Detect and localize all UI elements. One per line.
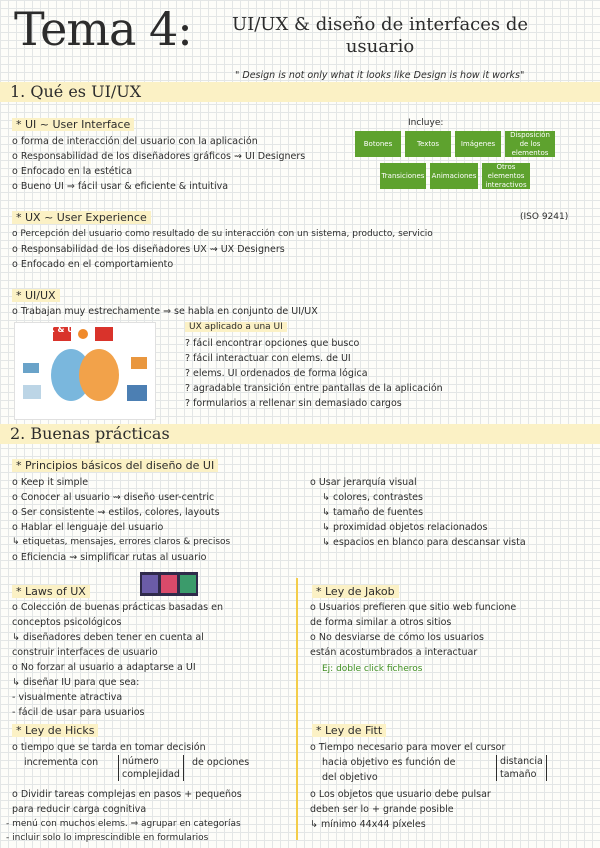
laws-item-4: construir interfaces de usuario <box>12 647 158 658</box>
laws-item-6: ↳ diseñar IU para que sea: <box>12 677 140 688</box>
fitt-brace-size: tamaño <box>500 769 537 780</box>
hicks-line-3: o Dividir tareas complejas en pasos + pequeños <box>12 789 242 800</box>
hicks-line-1: o tiempo que se tarda en tomar decisión <box>12 742 206 753</box>
ui-box-layout: Disposición de los elementos <box>505 131 555 157</box>
column-divider <box>296 578 298 840</box>
section-1-title: 1. Qué es UI/UX <box>10 82 142 101</box>
ui-item-2: o Responsabilidad de los diseñadores gráficos ⇝ UI Designers <box>12 151 306 162</box>
laws-item-2: conceptos psicológicos <box>12 617 122 628</box>
ui-item-3: o Enfocado en la estética <box>12 166 133 177</box>
ux-iso: (ISO 9241) <box>520 212 569 222</box>
ui-box-animations: Animaciones <box>430 163 478 189</box>
laws-item-3: ↳ diseñadores deben tener en cuenta al <box>12 632 204 643</box>
fitt-brace-distance: distancia <box>500 756 543 767</box>
uiux-question-1: ? fácil encontrar opciones que busco <box>185 338 360 349</box>
ui-box-images: Imágenes <box>455 131 501 157</box>
principles-right-4: ↳ proximidad objetos relacionados <box>322 522 488 533</box>
jakob-item-3: o No desviarse de cómo los usuarios <box>310 632 484 643</box>
fitt-line-2a: hacia objetivo es función de <box>322 757 456 768</box>
jakob-example: Ej: doble click ficheros <box>322 664 423 674</box>
hicks-line-6: - incluir solo lo imprescindible en formularios <box>6 833 209 843</box>
uiux-question-2: ? fácil interactuar con elems. de UI <box>185 353 351 364</box>
fitt-line-3: del objetivo <box>322 772 378 783</box>
jakob-item-1: o Usuarios prefieren que sitio web funcione <box>310 602 517 613</box>
principles-right-5: ↳ espacios en blanco para descansar vista <box>322 537 526 548</box>
principles-right-2: ↳ colores, contrastes <box>322 492 423 503</box>
principles-left-5: ↳ etiquetas, mensajes, errores claros & precisos <box>12 537 231 547</box>
principles-right-3: ↳ tamaño de fuentes <box>322 507 424 518</box>
fitt-brace <box>496 755 547 781</box>
uiux-question-3: ? elems. UI ordenados de forma lógica <box>185 368 368 379</box>
hicks-brace-number: número <box>122 756 159 767</box>
principles-left-1: o Keep it simple <box>12 477 89 488</box>
hicks-line-4: para reducir carga cognitiva <box>12 804 147 815</box>
jakob-heading: * Ley de Jakob <box>312 585 399 598</box>
principles-left-2: o Conocer al usuario ⇝ diseño user-centric <box>12 492 215 503</box>
uiux-heading: * UI/UX <box>12 289 60 302</box>
principles-left-3: o Ser consistente ⇝ estilos, colores, layouts <box>12 507 220 518</box>
ui-box-interactive: Otros elementos interactivos <box>482 163 530 189</box>
ui-box-buttons: Botones <box>355 131 401 157</box>
laws-item-1: o Colección de buenas prácticas basadas en <box>12 602 223 613</box>
laws-item-8: - fácil de usar para usuarios <box>12 707 145 718</box>
principles-left-4: o Hablar el lenguaje del usuario <box>12 522 164 533</box>
uiux-question-4: ? agradable transición entre pantallas de la aplicación <box>185 383 443 394</box>
ux-item-2: o Responsabilidad de los diseñadores UX ⇝ UX Designers <box>12 244 285 255</box>
fitt-heading: * Ley de Fitt <box>312 724 386 737</box>
page-subtitle: UI/UX & diseño de interfaces de usuario <box>231 14 529 57</box>
principles-heading: * Principios básicos del diseño de UI <box>12 459 218 472</box>
ui-box-texts: Textos <box>405 131 451 157</box>
hicks-brace-complexity: complejidad <box>122 769 180 780</box>
ux-heading: * UX ~ User Experience <box>12 211 151 224</box>
fitt-line-1: o Tiempo necesario para mover el cursor <box>310 742 506 753</box>
hicks-line-2b: de opciones <box>192 757 250 768</box>
page-title: Tema 4: <box>14 2 192 56</box>
ui-heading: * UI ~ User Interface <box>12 118 134 131</box>
ux-ui-brain-illustration <box>14 322 156 420</box>
ui-item-1: o forma de interacción del usuario con la aplicación <box>12 136 258 147</box>
jakob-item-2: de forma similar a otros sitios <box>310 617 452 628</box>
principles-right-1: o Usar jerarquía visual <box>310 477 417 488</box>
ux-ui-image-label: UX & UI <box>42 325 77 334</box>
uiux-intro: o Trabajan muy estrechamente ⇒ se habla en conjunto de UI/UX <box>12 306 318 317</box>
uiux-question-5: ? formularios a rellenar sin demasiado cargos <box>185 398 402 409</box>
laws-of-ux-image <box>140 572 198 596</box>
laws-item-7: - visualmente atractiva <box>12 692 123 703</box>
section-2-title: 2. Buenas prácticas <box>10 424 170 443</box>
quote: " Design is not only what it looks like Design is how it works" <box>235 70 525 81</box>
ux-item-3: o Enfocado en el comportamiento <box>12 259 174 270</box>
jakob-item-4: están acostumbrados a interactuar <box>310 647 478 658</box>
principles-left-6: o Eficiencia ⇝ simplificar rutas al usuario <box>12 552 207 563</box>
fitt-line-4: o Los objetos que usuario debe pulsar <box>310 789 491 800</box>
laws-item-5: o No forzar al usuario a adaptarse a UI <box>12 662 196 673</box>
ui-item-4: o Bueno UI ⇒ fácil usar & eficiente & intuitiva <box>12 181 229 192</box>
ui-box-transitions: Transiciones <box>380 163 426 189</box>
ux-applied-label: UX aplicado a una UI <box>185 322 287 332</box>
hicks-heading: * Ley de Hicks <box>12 724 98 737</box>
hicks-line-2a: incrementa con <box>24 757 99 768</box>
fitt-line-5: deben ser lo + grande posible <box>310 804 454 815</box>
hicks-line-5: - menú con muchos elems. ⇒ agrupar en categorías <box>6 819 241 829</box>
includes-label: Incluye: <box>408 118 444 128</box>
ux-item-1: o Percepción del usuario como resultado de su interacción con un sistema, producto, servicio <box>12 229 433 239</box>
laws-heading: * Laws of UX <box>12 585 90 598</box>
fitt-line-6: ↳ mínimo 44x44 píxeles <box>310 819 426 830</box>
hicks-brace <box>118 755 184 781</box>
